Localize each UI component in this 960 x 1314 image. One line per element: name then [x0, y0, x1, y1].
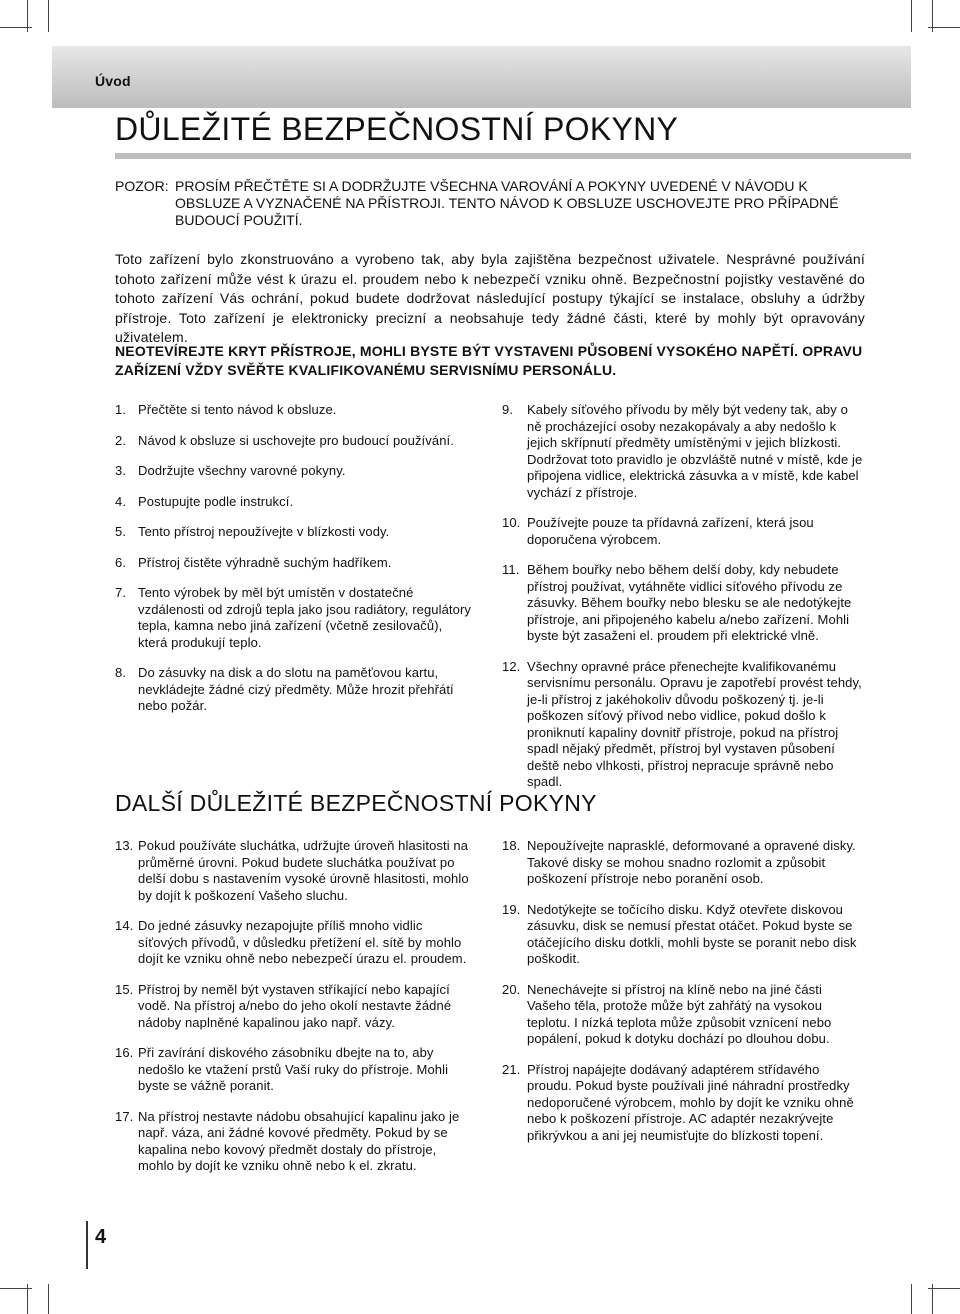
list-item: [115, 433, 475, 450]
section-subtitle: DALŠÍ DŮLEŽITÉ BEZPEČNOSTNÍ POKYNY: [115, 790, 597, 816]
list-item-text: Dodržujte všechny varovné pokyny.: [138, 463, 346, 478]
list-item: [115, 585, 475, 651]
list-item: [502, 659, 864, 791]
list-item-number: 13.: [115, 838, 134, 853]
crop-mark: [911, 0, 912, 32]
list-item-number: 20.: [502, 981, 521, 997]
list-item-number: 2.: [115, 432, 127, 448]
caution-text: PROSÍM PŘEČTĚTE SI A DODRŽUJTE VŠECHNA VAROVÁNÍ A POKYNY UVEDENÉ V NÁVODU K OBSLUZE A VYZNAČENÉ NA PŘÍSTROJI. TENTO NÁVOD K OBSLUZE USCHOVEJTE PRO PŘÍPADNÉ BUDOUCÍ POUŽITÍ.: [175, 178, 839, 228]
list-item: [502, 902, 864, 968]
list-item-number: 14.: [115, 918, 134, 933]
list-item-text: Přečtěte si tento návod k obsluze.: [138, 402, 337, 417]
list-item-text: Přístroj by neměl být vystaven stříkající nebo kapající vodě. Na přístroj a/nebo do jeho okolí nestavte žádné nádoby naplněné kapalinou jako např. vázy.: [138, 981, 452, 1030]
header-bar: [52, 46, 911, 108]
list-item: [115, 555, 475, 572]
list-item: [115, 918, 475, 968]
list-item-text: Přístroj čistěte výhradně suchým hadříkem.: [138, 554, 392, 570]
list-item: [502, 1062, 864, 1145]
safety-list-left: [115, 402, 475, 715]
list-item-number: 19.: [502, 901, 521, 917]
list-item: [115, 838, 475, 904]
list-item-text: Postupujte podle instrukcí.: [138, 493, 294, 509]
list-item: [115, 402, 475, 419]
caution-block: [115, 178, 875, 229]
list-item-text: Návod k obsluze si uschovejte pro budoucí používání.: [138, 432, 454, 448]
crop-mark: [911, 1284, 912, 1314]
additional-list-right: [502, 838, 864, 1144]
list-item-number: 1.: [115, 402, 127, 417]
warning-paragraph: NEOTEVÍREJTE KRYT PŘÍSTROJE, MOHLI BYSTE BÝT VYSTAVENI PŮSOBENÍ VYSOKÉHO NAPĚTÍ. OPRAVU ZAŘÍZENÍ VŽDY SVĚŘTE KVALIFIKOVANÉMU SERVISNÍMU PERSONÁLU.: [115, 343, 863, 378]
list-item-text: Do zásuvky na disk a do slotu na paměťovou kartu, nevkládejte žádné cizý předměty. Může hrozit přehřátí nebo požár.: [138, 665, 454, 713]
list-item: [502, 982, 864, 1048]
list-item: [115, 494, 475, 511]
list-item: [115, 1109, 475, 1175]
list-item: [502, 562, 864, 645]
crop-mark: [928, 27, 960, 28]
list-item: [115, 1045, 475, 1095]
crop-mark: [48, 1284, 49, 1314]
list-item-text: Přístroj napájejte dodávaný adaptérem střídavého proudu. Pokud byste používali jiné náhradní prostředky nedoporučené výrobcem, mohlo by dojít ke vzniku ohně nebo k poškození přístroje. AC adaptér nezakrývejte přikrývkou a ani jej neumisťujte do blízkosti topení.: [527, 1061, 854, 1143]
list-item: [115, 982, 475, 1032]
list-item-number: 6.: [115, 554, 127, 570]
list-item-text: Tento výrobek by měl být umístěn v dostatečné vzdálenosti od zdrojů tepla jako jsou radiátory, regulátory tepla, kamna nebo jiná zařízení (včetně zesilovačů), která produkují teplo.: [138, 585, 472, 650]
list-item-number: 9.: [502, 402, 514, 417]
title-rule: [115, 153, 911, 159]
page-number: 4: [95, 1226, 107, 1248]
list-item-text: Při zavírání diskového zásobníku dbejte na to, aby nedošlo ke vtažení prstů Vaší ruky do přístroje. Mohli byste se vážně poranit.: [138, 1045, 449, 1093]
list-item-text: Tento přístroj nepoužívejte v blízkosti vody.: [138, 524, 390, 539]
list-item-text: Pokud používáte sluchátka, udržujte úroveň hlasitosti na průměrné úrovni. Pokud budete sluchátka používat po delší dobu s nastavením vysoké úrovně hlasitosti, mohlo by dojít k poškození Vašeho sluchu.: [138, 838, 469, 903]
list-item-text: Kabely síťového přívodu by měly být vedeny tak, aby o ně procházející osoby nezakopávaly a aby nedošlo k jejich skřípnutí předměty umístěnými v jejich blízkosti. Dodržovat toto pravidlo je obzvláště nutné v místě, kde je připojena vidlice, elektrická zásuvka a v místě, kde kabel vychází z přístroje.: [527, 402, 863, 500]
list-item-text: Nepoužívejte naprasklé, deformované a opravené disky. Takové disky se mohou snadno rozlomit a způsobit poškození přístroje nebo poranění osob.: [527, 838, 856, 886]
list-item-number: 11.: [502, 562, 520, 577]
page-title: DŮLEŽITÉ BEZPEČNOSTNÍ POKYNY: [115, 111, 679, 147]
list-item-number: 21.: [502, 1061, 521, 1077]
page-number-rule: [86, 1221, 88, 1269]
list-item: [502, 402, 864, 501]
list-item-number: 15.: [115, 981, 134, 997]
list-item: [502, 838, 864, 888]
list-item-text: Používejte pouze ta přídavná zařízení, která jsou doporučena výrobcem.: [527, 515, 814, 547]
additional-list-left: [115, 838, 475, 1175]
list-item-number: 8.: [115, 665, 127, 680]
list-item-number: 12.: [502, 658, 521, 674]
caution-label: POZOR:: [115, 178, 169, 194]
list-item-text: Během bouřky nebo během delší doby, kdy nebudete přístroj používat, vytáhněte vidlici síťového přívodu ze zásuvky. Během bouřky nebo blesku se ale nedotýkejte přístroje, ani připojeného kabelu a/nebo zařízení. Mohli byste být zasaženi el. proudem při elektrické vlně.: [527, 562, 852, 643]
list-item-text: Nenechávejte si přístroj na klíně nebo na jiné části Vašeho těla, protože může být zahřátý na vysokou teplotu. I nízká teplota může způsobit vznícení nebo popálení, pokud k dotyku dochází po dlouhou dobu.: [527, 981, 832, 1046]
list-item: [502, 515, 864, 548]
intro-paragraph: Toto zařízení bylo zkonstruováno a vyrobeno tak, aby byla zajištěna bezpečnost uživatele. Nesprávné používání tohoto zařízení může vést k úrazu el. proudem nebo k nebezpečí vzniku ohně. Bezpečnostní pojistky vestavěné do tohoto zařízení Vás ochrání, pokud budete dodržovat následující postupy týkající se instalace, obsluhy a údržby přístroje. Toto zařízení je elektronicky precizní a neobsahuje tedy žádné části, které by mohly být opravovány uživatelem.: [115, 251, 865, 345]
list-item-number: 17.: [115, 1108, 134, 1124]
list-item-number: 18.: [502, 838, 521, 853]
crop-mark: [928, 1288, 960, 1289]
crop-mark: [0, 27, 32, 28]
list-item: [115, 524, 475, 541]
list-item: [115, 463, 475, 480]
list-item-text: Do jedné zásuvky nezapojujte příliš mnoho vidlic síťových přívodů, v důsledku přetížení el. sítě by mohlo dojít ke vzniku ohně nebo nebezpečí úrazu el. proudem.: [138, 918, 467, 966]
section-tag: Úvod: [95, 73, 131, 89]
list-item: [115, 665, 475, 715]
list-item-text: Všechny opravné práce přenechejte kvalifikovanému servisnímu personálu. Opravu je zapotřebí provést tehdy, je-li přístroj z jakéhokoliv důvodu poškozený tj. je-li poškozen síťový přívod nebo vidlice, pokud došlo k proniknutí kapaliny dovnitř přístroje, pokud na přístroj spadl nějaký předmět, přístroj byl vystaven působení deště nebo vlhkosti, přístroj nepracuje správně nebo spadl.: [527, 658, 862, 789]
safety-list-right: [502, 402, 864, 791]
list-item-number: 10.: [502, 515, 521, 530]
list-item-number: 7.: [115, 585, 127, 600]
list-item-number: 3.: [115, 463, 127, 478]
list-item-text: Nedotýkejte se točícího disku. Když otevřete diskovou zásuvku, disk se nemusí přestat otáčet. Pokud byste se otáčejícího disku dotkli, mohli byste se poranit nebo disk poškodit.: [527, 901, 857, 966]
list-item-text: Na přístroj nestavte nádobu obsahující kapalinu jako je např. váza, ani žádné kovové předměty. Pokud by se kapalina nebo kovový předmět dostaly do přístroje, mohlo by dojít ke vzniku ohně nebo k el. zkratu.: [138, 1108, 460, 1173]
list-item-number: 4.: [115, 493, 127, 509]
list-item-number: 16.: [115, 1045, 134, 1060]
list-item-number: 5.: [115, 524, 127, 539]
crop-mark: [48, 0, 49, 32]
crop-mark: [0, 1288, 32, 1289]
